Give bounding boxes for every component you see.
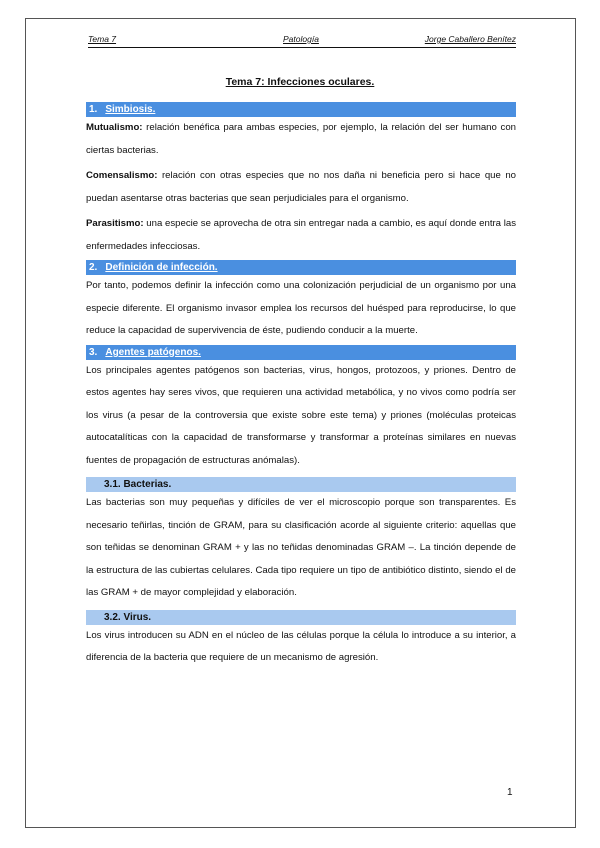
section-heading-infeccion bbox=[86, 260, 516, 275]
subsection-heading-virus: 3.2. Virus. bbox=[86, 610, 516, 625]
section-number: 2. bbox=[89, 262, 98, 273]
paragraph-virus: Los virus introducen su ADN en el núcleo de las células porque la célula lo introduce a su interior, a diferencia de la bacteria que requiere de un mecanismo de agresión. bbox=[86, 629, 516, 663]
section-label: Agentes patógenos. bbox=[105, 346, 201, 358]
page-number: 1 bbox=[507, 787, 513, 798]
paragraph-comensalismo bbox=[86, 165, 516, 210]
document-body bbox=[86, 102, 516, 670]
section-label: Definición de infección. bbox=[105, 262, 218, 273]
term: Comensalismo: bbox=[86, 170, 158, 181]
subsection-heading-bacterias: 3.1. Bacterias. bbox=[86, 477, 516, 492]
section-heading-simbiosis bbox=[86, 102, 516, 117]
header-subject: Patología bbox=[283, 34, 319, 44]
definition: relación benéfica para ambas especies, por ejemplo, la relación del ser humano con ciertas bacterias. bbox=[86, 122, 516, 156]
section-number: 3. bbox=[89, 346, 98, 358]
section-label: Simbiosis. bbox=[105, 104, 156, 115]
definition: una especie se aprovecha de otra sin entregar nada a cambio, es aquí donde entra las enfermedades infecciosas. bbox=[86, 218, 516, 252]
header-author: Jorge Caballero Benítez bbox=[424, 34, 516, 44]
paragraph-parasitismo bbox=[86, 213, 516, 258]
term: Parasitismo: bbox=[86, 218, 144, 229]
page-header bbox=[88, 33, 516, 48]
header-topic: Tema 7 bbox=[88, 34, 117, 44]
section-number: 1. bbox=[89, 104, 98, 115]
definition: relación con otras especies que no nos daña ni beneficia pero si hace que no puedan asentarse otras bacterias que sean perjudiciales para el organismo. bbox=[86, 170, 516, 204]
document-title bbox=[0, 76, 600, 88]
paragraph-mutualismo bbox=[86, 117, 516, 162]
paragraph-definicion: Por tanto, podemos definir la infección como una colonización perjudicial de un organismo por una especie diferente. El organismo invasor emplea los recursos del huésped para reproducirse, lo que reduce la capacidad de supervivencia de éste, pudiendo conducir a la muerte. bbox=[86, 280, 516, 336]
paragraph-agentes: Los principales agentes patógenos son bacterias, virus, hongos, protozoos, y priones. Dentro de estos agentes hay seres vivos, que requieren una actividad metabólica, y no vivos como podría ser los virus (a pesar de la controversia que existe sobre este tema) y priones (moléculas proteicas autocatalíticas con la capacidad de transformarse y transformar a proteínas similares en nuevas fuentes de propagación de estructuras anómalas). bbox=[86, 364, 516, 466]
term: Mutualismo: bbox=[86, 122, 143, 133]
paragraph-bacterias: Las bacterias son muy pequeñas y difíciles de ver el microscopio porque son transparentes. Es necesario teñirlas, tinción de GRAM, para su clasificación acorde al siguiente criterio: aquellas que son teñidas se denominan GRAM + y las no teñidas denominadas GRAM –. La tinción depende de la estructura de las cubiertas celulares. Cada tipo requiere un tipo de antibiótico distinto, siendo el de las GRAM + de mayor complejidad y elaboración. bbox=[86, 497, 516, 598]
document-title-text: Tema 7: Infecciones oculares. bbox=[225, 76, 375, 88]
section-heading-agentes bbox=[86, 345, 516, 360]
